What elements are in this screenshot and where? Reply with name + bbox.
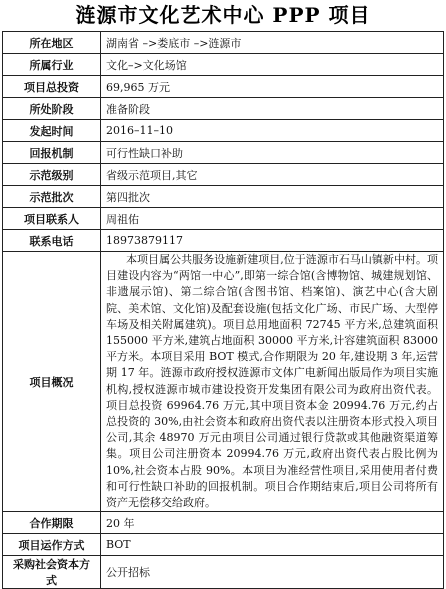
value-return-mechanism: 可行性缺口补助 (101, 142, 444, 164)
table-row (3, 32, 444, 54)
label-operation-mode: 项目运作方式 (3, 534, 101, 556)
label-return-mechanism: 回报机制 (3, 142, 101, 164)
value-cooperation-period: 20 年 (101, 512, 444, 534)
label-stage: 所处阶段 (3, 98, 101, 120)
table-row (3, 76, 444, 98)
label-industry: 所属行业 (3, 54, 101, 76)
table-row (3, 98, 444, 120)
label-demo-level: 示范级别 (3, 164, 101, 186)
table-row (3, 534, 444, 556)
table-row (3, 512, 444, 534)
value-stage: 准备阶段 (101, 98, 444, 120)
value-contact-person: 周祖佑 (101, 208, 444, 230)
table-row (3, 556, 444, 589)
table-row (3, 120, 444, 142)
value-demo-batch: 第四批次 (101, 186, 444, 208)
value-overview (101, 252, 444, 512)
label-contact-person: 项目联系人 (3, 208, 101, 230)
project-info-table (2, 31, 444, 589)
table-row (3, 230, 444, 252)
label-start-date: 发起时间 (3, 120, 101, 142)
document-title: 涟源市文化艺术中心 PPP 项目 (75, 3, 371, 27)
label-demo-batch: 示范批次 (3, 186, 101, 208)
table-row (3, 164, 444, 186)
value-operation-mode: BOT (101, 534, 444, 556)
value-contact-phone: 18973879117 (101, 230, 444, 252)
label-contact-phone: 联系电话 (3, 230, 101, 252)
table-row (3, 252, 444, 512)
label-overview: 项目概况 (3, 252, 101, 512)
table-row (3, 54, 444, 76)
value-industry: 文化–>文化场馆 (101, 54, 444, 76)
value-region: 湖南省 –>娄底市 –>涟源市 (101, 32, 444, 54)
value-total-investment: 69,965 万元 (101, 76, 444, 98)
overview-text: 本项目属公共服务设施新建项目,位于涟源市石马山镇新中村。项目建设内容为“两馆一中心”,即第一综合馆(含博物馆、城建规划馆、非遗展示馆)、第二综合馆(含图书馆、档案馆)、演艺中心(含大剧院、美术馆、文化馆)及配套设施(包括文化广场、市民广场、大型停车场及相关附属建筑)。项目总用地面积 72745 平方米,总建筑面积 155000 平方米,建筑占地面积 30000 平方米,计容建筑面积 83000 平方米。本项目采用 BOT 模式,合作期限为 20 年,建设期 3 年,运营期 17 年。涟源市政府授权涟源市文体广电新闻出版局作为项目实施机构,授权涟源市城市建设投资开发集团有限公司为政府出资代表。项目总投资 69964.76 万元,其中项目资本金 20994.76 万元,约占总投资的 30%,由社会资本和政府出资代表以注册资本形式投入项目公司,其余 48970 万元由项目公司通过银行贷款或其他融资渠道筹集。项目公司注册资本 20994.76 万元,政府出资代表占股比例为 10%,社会资本占股 90%。本项目为准经营性项目,采用使用者付费和可行性缺口补助的回报机制。项目合作期结束后,项目公司将所有资产无偿移交给政府。 (106, 253, 438, 510)
label-procurement-method: 采购社会资本方式 (3, 556, 101, 589)
table-row (3, 142, 444, 164)
label-region: 所在地区 (3, 32, 101, 54)
value-demo-level: 省级示范项目,其它 (101, 164, 444, 186)
table-row (3, 186, 444, 208)
table-row (3, 208, 444, 230)
value-start-date: 2016–11–10 (101, 120, 444, 142)
label-total-investment: 项目总投资 (3, 76, 101, 98)
value-procurement-method: 公开招标 (101, 556, 444, 589)
label-cooperation-period: 合作期限 (3, 512, 101, 534)
